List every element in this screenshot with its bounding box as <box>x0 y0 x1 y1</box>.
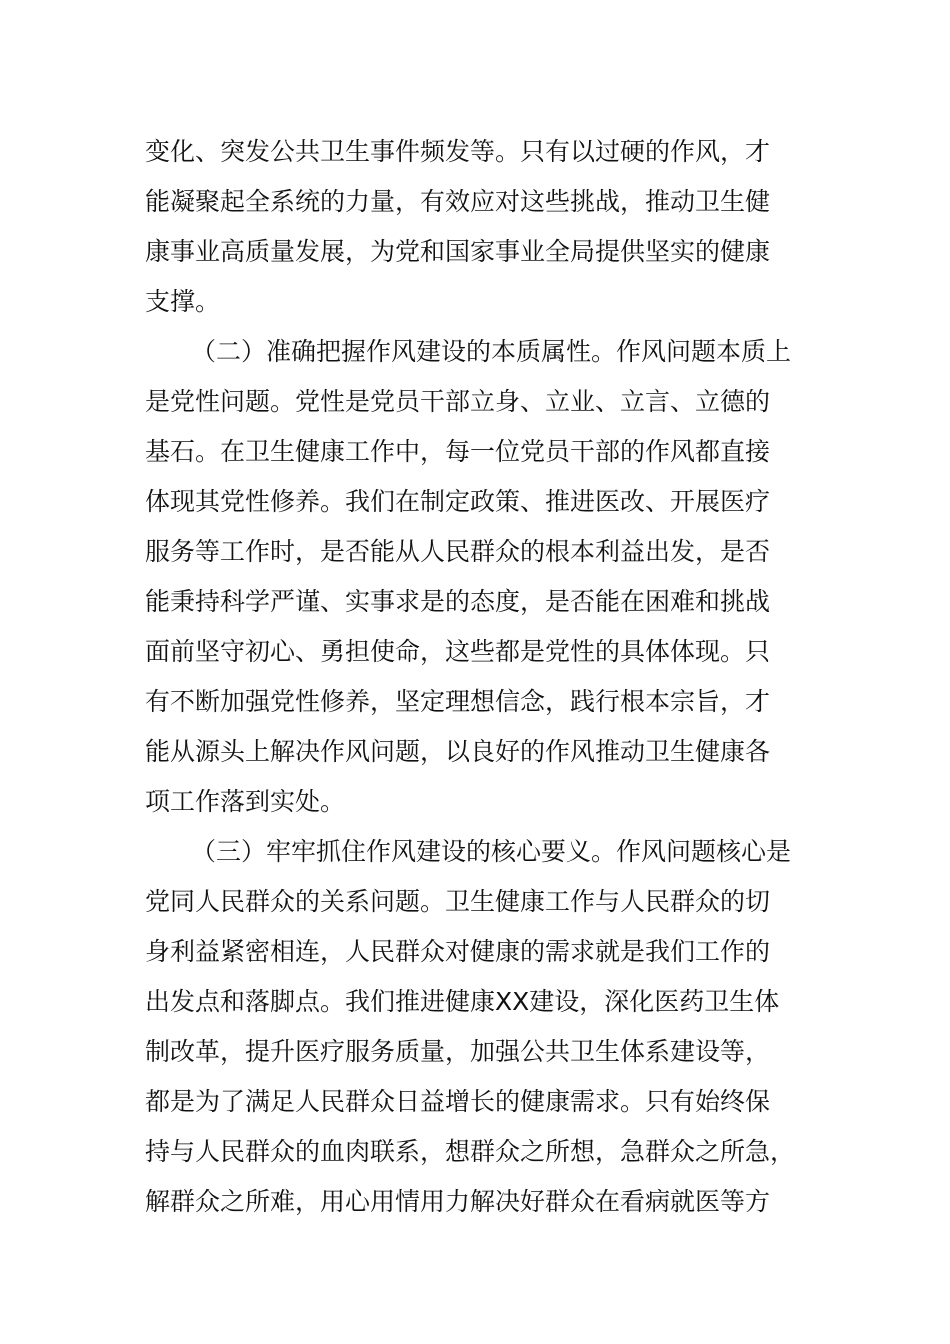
paragraph-heading-line: （二）准确把握作风建设的本质属性。作风问题本质上 <box>191 337 792 366</box>
text-line: 持与人民群众的血肉联系，想群众之所想，急群众之所急， <box>145 1137 796 1166</box>
text-line: 党同人民群众的关系问题。卫生健康工作与人民群众的切 <box>145 887 771 916</box>
text-line: 能从源头上解决作风问题，以良好的作风推动卫生健康各 <box>145 737 771 766</box>
text-line: 有不断加强党性修养，坚定理想信念，践行根本宗旨，才 <box>145 687 771 716</box>
text-line: 身利益紧密相连，人民群众对健康的需求就是我们工作的 <box>145 937 771 966</box>
text-line: 能秉持科学严谨、实事求是的态度，是否能在困难和挑战 <box>145 587 771 616</box>
text-line: 服务等工作时，是否能从人民群众的根本利益出发，是否 <box>145 537 771 566</box>
text-line: 能凝聚起全系统的力量，有效应对这些挑战，推动卫生健 <box>145 187 771 216</box>
text-line: 是党性问题。党性是党员干部立身、立业、立言、立德的 <box>145 387 771 416</box>
text-line: 都是为了满足人民群众日益增长的健康需求。只有始终保 <box>145 1087 771 1116</box>
paragraph-heading-line: （三）牢牢抓住作风建设的核心要义。作风问题核心是 <box>191 837 792 866</box>
text-line: 体现其党性修养。我们在制定政策、推进医改、开展医疗 <box>145 487 771 516</box>
text-line: 基石。在卫生健康工作中，每一位党员干部的作风都直接 <box>145 437 771 466</box>
text-line: 出发点和落脚点。我们推进健康XX建设，深化医药卫生体 <box>145 987 780 1016</box>
text-line: 解群众之所难，用心用情用力解决好群众在看病就医等方 <box>145 1187 771 1216</box>
text-line: 面前坚守初心、勇担使命，这些都是党性的具体体现。只 <box>145 637 771 666</box>
text-line: 变化、突发公共卫生事件频发等。只有以过硬的作风，才 <box>145 137 771 166</box>
text-line: 制改革，提升医疗服务质量，加强公共卫生体系建设等， <box>145 1037 771 1066</box>
text-line: 支撑。 <box>145 287 221 316</box>
text-line: 康事业高质量发展，为党和国家事业全局提供坚实的健康 <box>145 237 771 266</box>
text-line: 项工作落到实处。 <box>145 787 346 816</box>
